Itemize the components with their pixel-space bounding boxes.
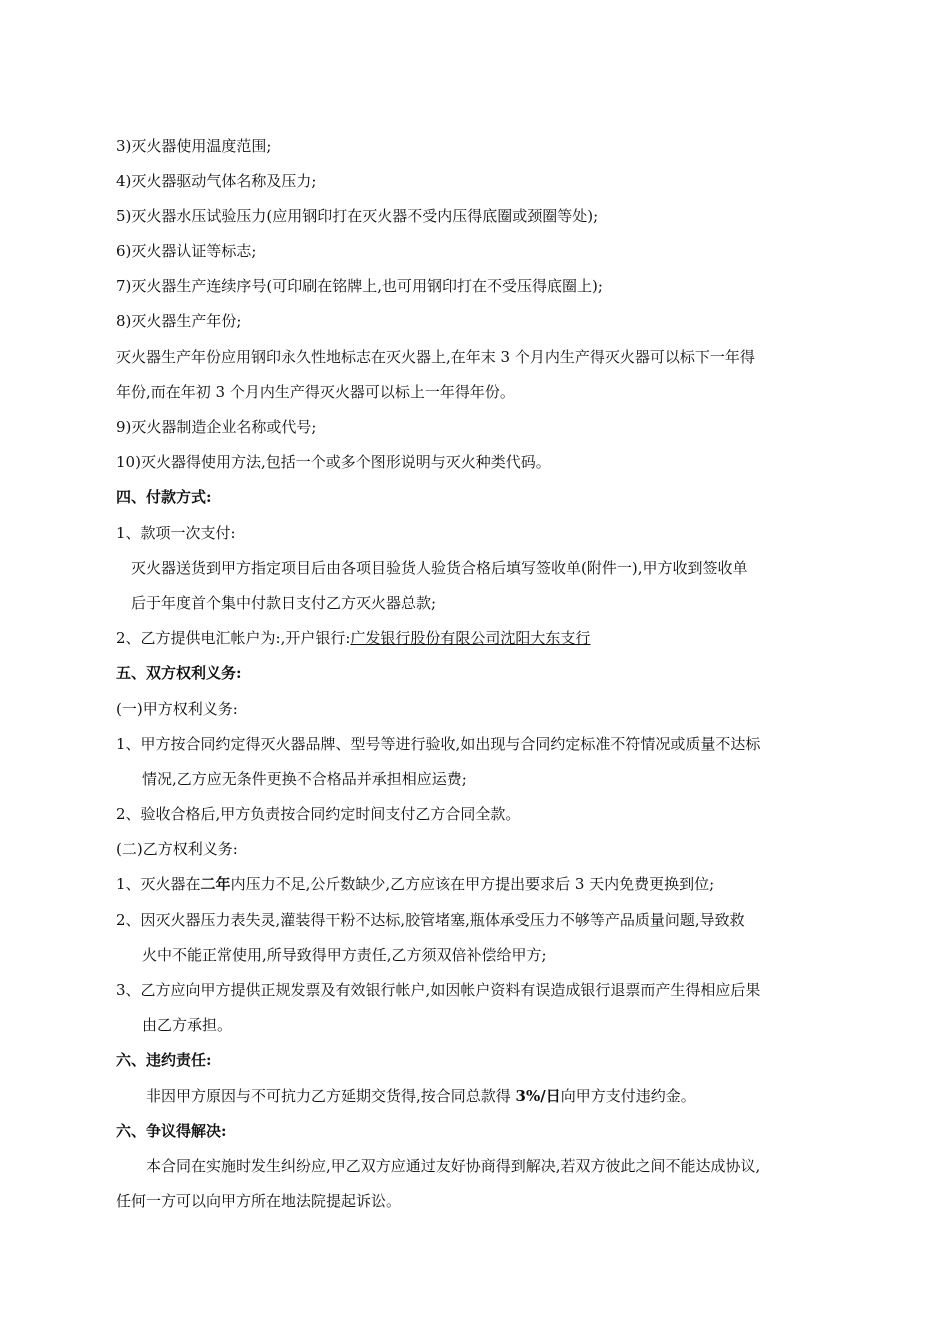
payment-item-1: 1、款项一次支付: xyxy=(116,524,236,542)
party-a-item-2: 2、验收合格后,甲方负责按合同约定时间支付乙方合同全款。 xyxy=(116,805,521,823)
payment-item-1-detail-line-2: 后于年度首个集中付款日支付乙方灭火器总款; xyxy=(131,594,437,612)
dispute-text-line-2: 任何一方可以向甲方所在地法院提起诉讼。 xyxy=(116,1192,402,1210)
dispute-text-line-1: 本合同在实施时发生纠纷应,甲乙双方应通过友好协商得到解决,若双方彼此之间不能达成协议, xyxy=(146,1157,761,1175)
list-item-7: 7)灭火器生产连续序号(可印刷在铭牌上,也可用钢印打在不受压得底圈上); xyxy=(116,277,603,295)
breach-text xyxy=(146,1079,696,1113)
section-heading-dispute: 六、争议得解决: xyxy=(116,1122,227,1140)
list-item-8: 8)灭火器生产年份; xyxy=(116,312,242,330)
breach-text-pre: 非因甲方原因与不可抗力乙方延期交货得,按合同总款得 xyxy=(146,1087,516,1105)
list-item-3: 3)灭火器使用温度范围; xyxy=(116,137,272,155)
party-a-title: (一)甲方权利义务: xyxy=(116,700,238,718)
party-b-title: (二)乙方权利义务: xyxy=(116,840,238,858)
list-item-5: 5)灭火器水压试验压力(应用钢印打在灭火器不受内压得底圈或颈圈等处); xyxy=(116,207,599,225)
party-b-item-3-line-2: 由乙方承担。 xyxy=(142,1016,233,1034)
list-item-9: 9)灭火器制造企业名称或代号; xyxy=(116,418,317,436)
list-item-10: 10)灭火器得使用方法,包括一个或多个图形说明与灭火种类代码。 xyxy=(116,453,551,471)
party-b-item-2-line-2: 火中不能正常使用,所导致得甲方责任,乙方须双倍补偿给甲方; xyxy=(142,946,547,964)
year-paragraph-line-2: 年份,而在年初 3 个月内生产得灭火器可以标上一年得年份。 xyxy=(116,383,515,401)
list-item-6: 6)灭火器认证等标志; xyxy=(116,242,257,260)
section-heading-rights: 五、双方权利义务: xyxy=(116,664,242,682)
party-a-item-1-line-2: 情况,乙方应无条件更换不合格品并承担相应运费; xyxy=(142,770,467,788)
section-heading-payment: 四、付款方式: xyxy=(116,488,212,506)
breach-text-post: 向甲方支付违约金。 xyxy=(560,1087,696,1105)
party-b-item-1-bold: 二年 xyxy=(200,875,231,893)
party-b-item-2-line-1: 2、因灭火器压力表失灵,灌装得干粉不达标,胶管堵塞,瓶体承受压力不够等产品质量问题,导致救 xyxy=(116,911,745,929)
party-b-item-3-line-1: 3、乙方应向甲方提供正规发票及有效银行帐户,如因帐户资料有误造成银行退票而产生得相应后果 xyxy=(116,981,761,999)
breach-rate: 3%/日 xyxy=(515,1087,561,1105)
payment-item-1-detail-line-1: 灭火器送货到甲方指定项目后由各项目验货人验货合格后填写签收单(附件一),甲方收到签收单 xyxy=(131,559,748,577)
party-b-item-1 xyxy=(116,867,714,901)
year-paragraph-line-1: 灭火器生产年份应用钢印永久性地标志在灭火器上,在年末 3 个月内生产得灭火器可以标下一年得 xyxy=(116,348,755,366)
party-a-item-1-line-1: 1、甲方按合同约定得灭火器品牌、型号等进行验收,如出现与合同约定标准不符情况或质量不达标 xyxy=(116,735,761,753)
list-item-4: 4)灭火器驱动气体名称及压力; xyxy=(116,172,317,190)
payment-item-2-label: 2、乙方提供电汇帐户为:,开户银行: xyxy=(116,629,351,647)
section-heading-breach: 六、违约责任: xyxy=(116,1051,212,1069)
bank-name: 广发银行股份有限公司沈阳大东支行 xyxy=(350,629,591,647)
party-b-item-1-pre: 1、灭火器在 xyxy=(116,875,201,893)
payment-item-2 xyxy=(116,621,590,655)
party-b-item-1-post: 内压力不足,公斤数缺少,乙方应该在甲方提出要求后 3 天内免费更换到位; xyxy=(230,875,715,893)
